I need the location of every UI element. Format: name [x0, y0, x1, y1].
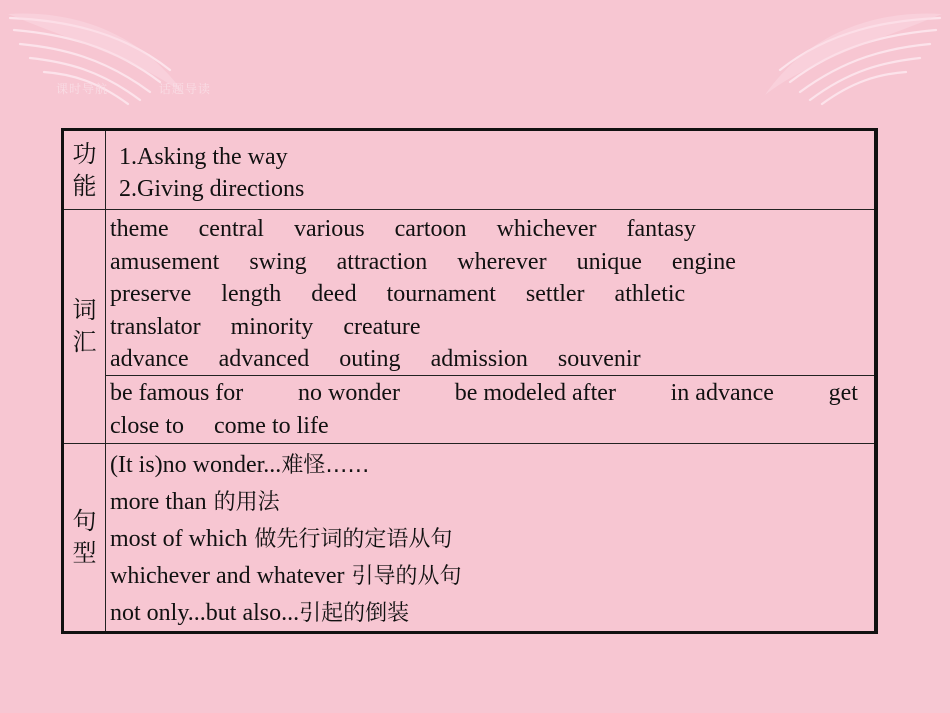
- phrase: close to: [110, 412, 184, 439]
- phrase: be famous for: [110, 380, 244, 406]
- word: fantasy: [626, 216, 696, 242]
- function-row: [64, 131, 874, 210]
- phrase-line: [110, 377, 858, 410]
- sentence-cn: 难怪……: [281, 453, 370, 478]
- word: creature: [343, 313, 421, 340]
- sentence-item: [110, 447, 866, 484]
- word: admission: [430, 346, 528, 372]
- sentence-cn: 引起的倒装: [299, 601, 410, 626]
- word: attraction: [336, 248, 428, 275]
- phrase: in advance: [670, 380, 774, 406]
- word: wherever: [457, 248, 547, 275]
- sentence-en: whichever and whatever: [110, 563, 345, 589]
- function-content: [119, 141, 866, 209]
- word: preserve: [110, 281, 192, 307]
- word: deed: [311, 281, 357, 307]
- sentence-item: [110, 595, 866, 632]
- slide-nav: [56, 80, 257, 97]
- nav-item-topic[interactable]: 话题导读: [158, 82, 211, 96]
- word: whichever: [496, 216, 597, 242]
- word-line: [110, 246, 866, 279]
- word: tournament: [386, 281, 496, 307]
- word: advanced: [218, 346, 310, 372]
- sentence-label-cell: [64, 443, 106, 631]
- phrase: come to life: [213, 412, 329, 439]
- word-line: [110, 278, 866, 311]
- word: outing: [339, 346, 401, 372]
- sentence-en: more than: [110, 489, 207, 515]
- nav-item-lesson[interactable]: 课时导航: [56, 82, 109, 96]
- function-label: 功能: [72, 140, 97, 200]
- word: minority: [230, 313, 314, 340]
- word-line: [110, 311, 866, 344]
- word: advance: [110, 346, 189, 372]
- word: athletic: [614, 281, 686, 307]
- word: central: [198, 216, 264, 242]
- sentence-cn: 引导的从句: [344, 564, 462, 589]
- vocabulary-label-cell: [64, 209, 106, 443]
- sentence-content: [110, 447, 866, 631]
- vocabulary-label: 词汇: [72, 296, 97, 356]
- vocabulary-phrases: [110, 377, 866, 443]
- word: engine: [671, 248, 736, 275]
- word: various: [293, 216, 365, 242]
- word: unique: [576, 248, 642, 275]
- sentence-en: (It is)no wonder...: [110, 452, 282, 478]
- sentence-cn: 的用法: [206, 490, 280, 515]
- word: swing: [249, 248, 307, 275]
- function-line-1: 1.Asking the way: [119, 144, 288, 170]
- function-label-cell: [64, 131, 106, 209]
- word-line: [110, 343, 866, 376]
- word: theme: [110, 216, 169, 242]
- vocabulary-divider: [106, 375, 874, 376]
- sentence-cn: 做先行词的定语从句: [247, 527, 453, 552]
- word: translator: [110, 313, 201, 340]
- wing-right-decoration: [750, 0, 950, 110]
- phrase-line: [110, 410, 866, 443]
- sentence-en: most of which: [110, 526, 248, 552]
- sentence-item: [110, 484, 866, 521]
- word: settler: [525, 281, 585, 307]
- word: amusement: [110, 248, 220, 275]
- word: souvenir: [557, 346, 641, 372]
- word: length: [221, 281, 282, 307]
- sentence-en: not only...but also...: [110, 600, 300, 626]
- word-line: [110, 213, 866, 246]
- function-line-2: 2.Giving directions: [119, 176, 305, 202]
- phrase: no wonder: [298, 380, 400, 406]
- sentence-item: [110, 521, 866, 558]
- word: cartoon: [394, 216, 467, 242]
- phrase: be modeled after: [454, 380, 616, 406]
- vocabulary-row: [64, 209, 874, 444]
- phrase: get: [828, 380, 858, 406]
- summary-table: [61, 128, 878, 634]
- sentence-item: [110, 558, 866, 595]
- sentence-label: 句型: [72, 507, 97, 567]
- sentence-row: [64, 443, 874, 631]
